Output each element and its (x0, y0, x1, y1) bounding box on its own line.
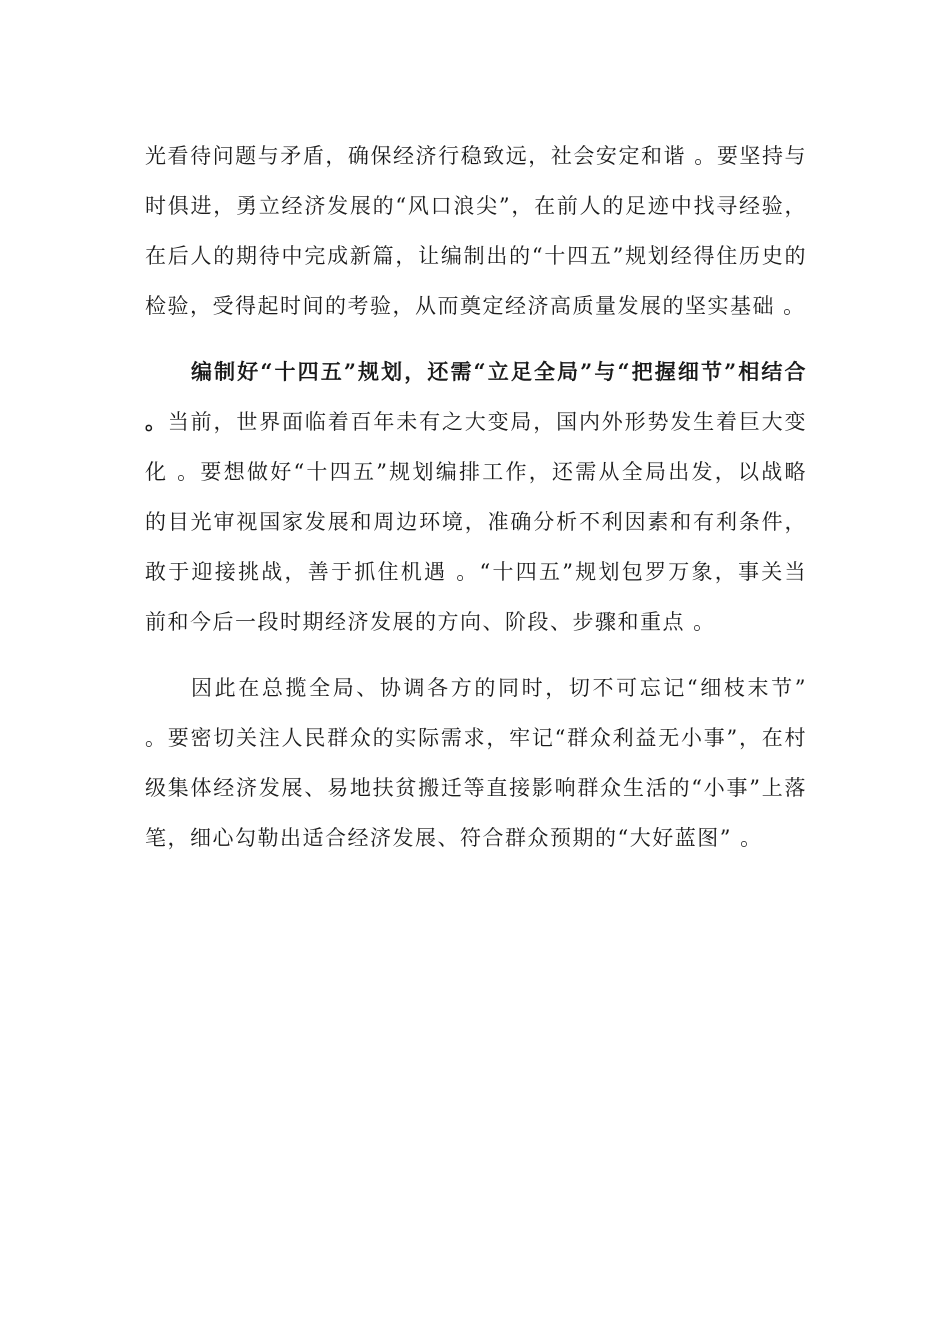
paragraph-2 (145, 347, 807, 647)
document-body (145, 131, 807, 863)
paragraph-1-text: 光看待问题与矛盾，确保经济行稳致远，社会安定和谐 。要坚持与时俱进，勇立经济发展的“风口浪尖”，在前人的足迹中找寻经验，在后人的期待中完成新篇，让编制出的“十四五”规划经得住历史的检验，受得起时间的考验，从而奠定经济高质量发展的坚实基础 。 (145, 144, 807, 318)
paragraph-1 (145, 131, 807, 331)
paragraph-2-lead: 编制好“十四五”规划，还需“立足全局”与“把握细节”相结合 。 (145, 359, 807, 434)
paragraph-3 (145, 663, 807, 863)
paragraph-2-text: 当前，世界面临着百年未有之大变局，国内外形势发生着巨大变化 。要想做好“十四五”规划编排工作，还需从全局出发，以战略的目光审视国家发展和周边环境，准确分析不利因素和有利条件，敢于迎接挑战，善于抓住机遇 。“十四五”规划包罗万象，事关当前和今后一段时期经济发展的方向、阶段、步骤和重点 。 (145, 410, 808, 634)
paragraph-3-text: 因此在总揽全局、协调各方的同时，切不可忘记“细枝末节” 。要密切关注人民群众的实际需求，牢记“群众利益无小事”，在村级集体经济发展、易地扶贫搬迁等直接影响群众生活的“小事”上落笔，细心勾勒出适合经济发展、符合群众预期的“大好蓝图” 。 (145, 676, 807, 850)
